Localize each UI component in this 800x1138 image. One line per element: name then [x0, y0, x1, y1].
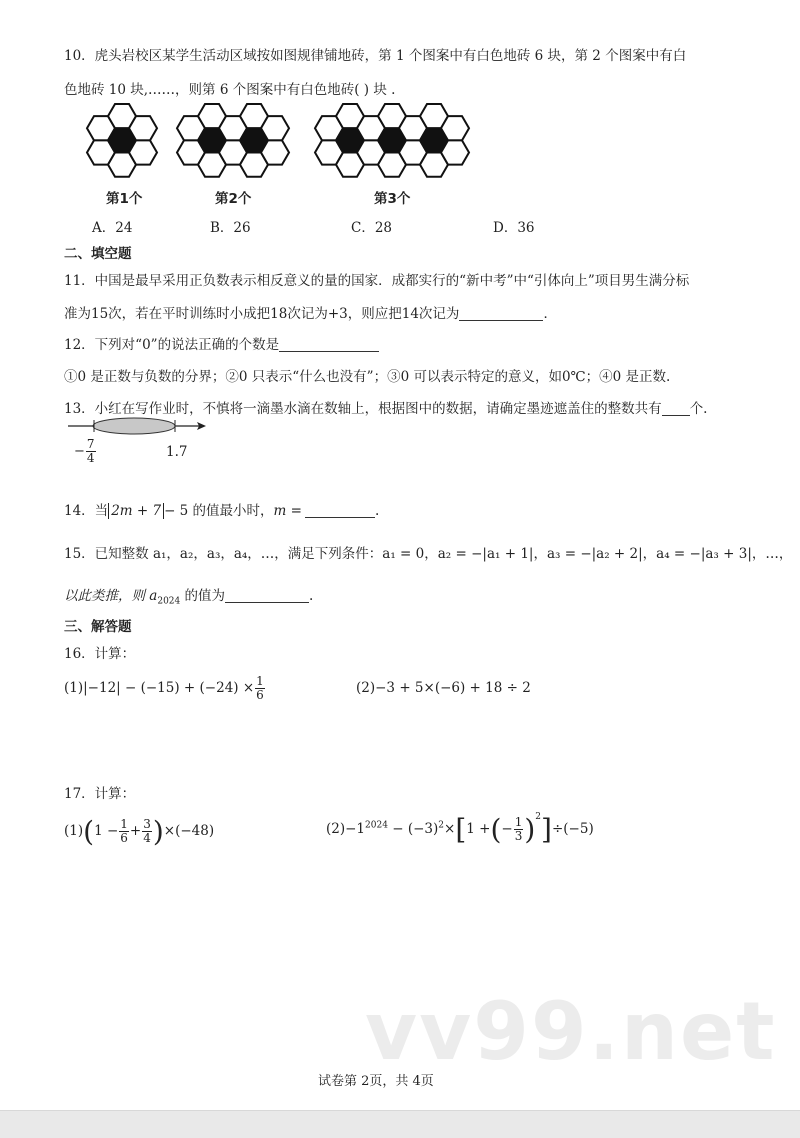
expr: − (−3) — [387, 821, 439, 837]
white-tile — [129, 116, 157, 140]
q14 — [64, 499, 379, 519]
expr: (2)−1 — [326, 821, 366, 837]
denominator: 4 — [143, 831, 151, 845]
q10-line2: 色地砖 10 块,……，则第 6 个图案中有白色地砖( ) 块 . — [64, 82, 396, 98]
q16-p1-expr: (1)|−12| − (−15) + (−24) × — [64, 680, 255, 696]
page-bottom-band — [0, 1110, 800, 1138]
denominator: 4 — [86, 451, 95, 465]
label-1-7: 1.7 — [166, 444, 188, 460]
q17-title: 17．计算： — [64, 786, 136, 802]
numerator: 1 — [514, 815, 523, 829]
numerator: 1 — [120, 817, 128, 831]
q16-part2: (2)−3 + 5×(−6) + 18 ÷ 2 — [356, 680, 531, 696]
answer-blank — [662, 401, 690, 416]
q15-sub: 2024 — [157, 596, 181, 607]
q17-part2: $(2)-1^{2024} - (-3)^2\times[1$ +(− $\frac{1}{3}$ )$^2$]÷(−5) — [326, 812, 594, 846]
q14-end: . — [374, 503, 380, 519]
option-c: C．28 — [351, 220, 393, 236]
minus-sign: − — [74, 444, 85, 459]
option-a: A．24 — [92, 220, 133, 236]
number-line-figure — [60, 410, 220, 440]
part-label: (1) — [64, 823, 84, 839]
answer-blank — [279, 337, 379, 352]
white-tile — [261, 140, 289, 164]
q15-line2 — [64, 584, 313, 607]
q15-post: 的值为 — [180, 588, 226, 604]
white-tile — [129, 140, 157, 164]
page-footer: 试卷第 2页，共 4页 — [318, 1074, 434, 1089]
label-neg-seven-fourths — [74, 438, 97, 465]
denominator: 6 — [120, 831, 128, 845]
option-b: B．26 — [210, 220, 251, 236]
ink-blot — [93, 418, 175, 434]
q16-part1 — [64, 675, 266, 702]
q14-var: m = — [273, 503, 302, 519]
plus: + — [129, 823, 142, 839]
watermark: vv99.net — [365, 985, 777, 1078]
q14-pre: 14．当 — [64, 503, 109, 519]
denominator: 6 — [256, 688, 264, 702]
q11-text: 准为15次，若在平时训练时小成把18次记为+3，则应把14次记为 — [64, 306, 460, 322]
q11-end: ． — [543, 306, 557, 322]
q11-line1: 11．中国是最早采用正负数表示相反意义的量的国家．成都实行的“新中考”中“引体向上”项目男生满分标 — [64, 273, 690, 289]
q10-line1: 10．虎头岩校区某学生活动区域按如图规律铺地砖，第 1 个图案中有白色地砖 6 块，第 2 个图案中有白 — [64, 48, 687, 64]
section-heading-fill-blank: 二、填空题 — [64, 246, 132, 262]
white-tile — [261, 116, 289, 140]
expr: 1 − — [94, 823, 119, 839]
q13-text: 13．小红在写作业时，不慎将一滴墨水滴在数轴上，根据图中的数据，请确定墨迹遮盖住的整数共有 — [64, 401, 662, 417]
figure-label-1: 第1个 — [106, 191, 143, 207]
expr: ÷(−5) — [551, 821, 594, 837]
q11-line2 — [64, 302, 557, 322]
q15-line1: 15．已知整数 a₁，a₂，a₃，a₄，…，满足下列条件：a₁ = 0，a₂ = −|a₁ + 1|，a₃ = −|a₂ + 2|，a₄ = −|a₃ + 3|，…， — [64, 546, 793, 562]
numerator: 3 — [143, 817, 151, 831]
denominator: 3 — [514, 829, 523, 843]
option-d: D．36 — [493, 220, 535, 236]
minus: − — [501, 821, 513, 837]
q12-line1 — [64, 333, 379, 353]
expr: 1 + — [466, 821, 491, 837]
figure-label-3: 第3个 — [374, 191, 411, 207]
q12-line2: ①0 是正数与负数的分界；②0 只表示“什么也没有”；③0 可以表示特定的意义，如0℃；④0 是正数. — [64, 369, 671, 385]
numerator: 1 — [256, 674, 264, 688]
answer-blank — [225, 588, 309, 603]
q13-end: 个. — [689, 401, 708, 417]
q17-part1: (1)(1 − $\frac{1}{6}$ + $\frac{3}{4}$ )×(−48) — [64, 815, 215, 848]
times: × — [444, 821, 456, 837]
exponent: 2024 — [365, 820, 388, 831]
white-tile — [441, 140, 469, 164]
white-tile — [441, 116, 469, 140]
q15-pre: 以此类推，则 a — [64, 588, 158, 604]
exponent: 2 — [535, 812, 542, 822]
exponent: 2 — [438, 820, 445, 831]
numerator: 7 — [86, 437, 95, 451]
q16-title: 16．计算： — [64, 646, 136, 662]
answer-blank — [305, 503, 375, 518]
abs-expression: 2m + 7 — [108, 503, 164, 519]
hexagon-tile-figures — [0, 0, 800, 200]
answer-blank — [459, 306, 543, 321]
q12-text: 12．下列对“0”的说法正确的个数是 — [64, 337, 280, 353]
figure-label-2: 第2个 — [215, 191, 252, 207]
q15-end: . — [309, 588, 314, 604]
q14-mid: − 5 的值最小时， — [164, 503, 274, 519]
expr: ×(−48) — [163, 823, 215, 839]
section-heading-solve: 三、解答题 — [64, 619, 132, 635]
